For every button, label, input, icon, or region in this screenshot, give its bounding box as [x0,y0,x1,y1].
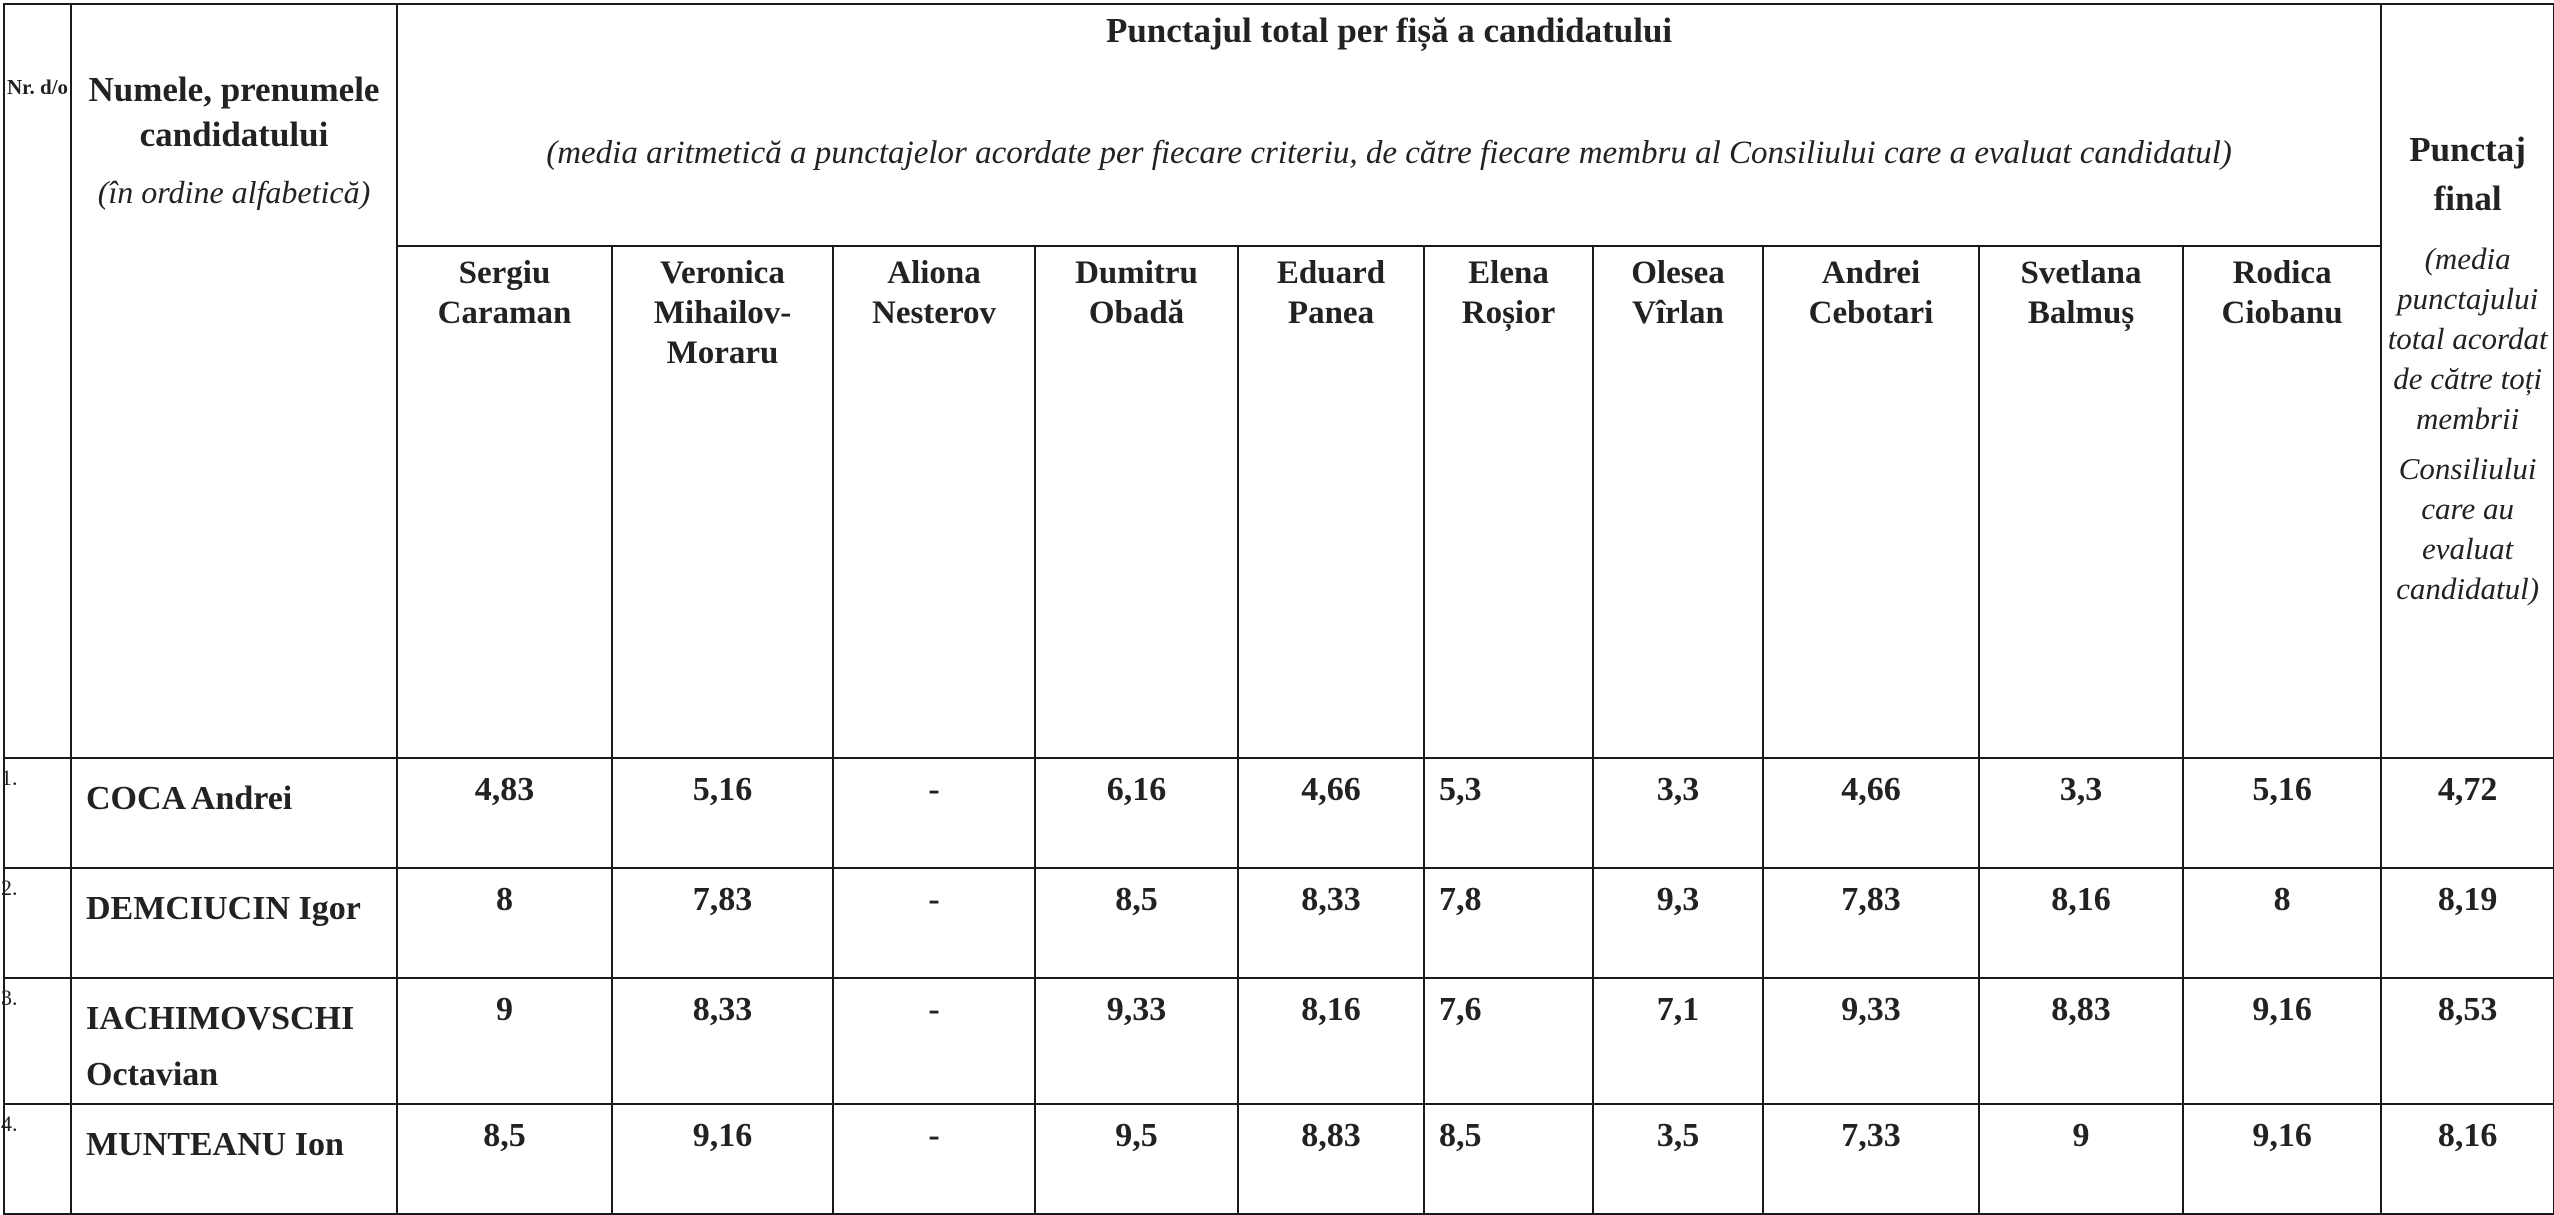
group-header-subtitle: (media aritmetică a punctajelor acordate per fiecare criteriu, de către fiecare membru al Consiliului care a evaluat candidatul) [546,135,2232,171]
member-header: Veronica Mihailov-Moraru [612,246,833,758]
score-cell: - [833,868,1035,978]
score-cell: 5,3 [1424,758,1593,868]
nr-header: Nr. d/o [4,4,71,758]
member-header: Rodica Ciobanu [2183,246,2381,758]
member-header: Svetlana Balmuș [1979,246,2183,758]
score-cell: 8,5 [1035,868,1238,978]
score-cell: 8 [397,868,612,978]
final-header-subtitle-2: Consiliului care au evaluat candidatul) [2396,451,2540,606]
candidate-name: MUNTEANU Ion [71,1104,397,1214]
row-number-text: 1. [1,765,18,790]
score-cell: 7,83 [612,868,833,978]
score-cell: 8,83 [1979,978,2183,1104]
score-cell: 8,16 [1979,868,2183,978]
score-cell: 4,66 [1238,758,1424,868]
candidate-name: COCA Andrei [71,758,397,868]
score-cell: - [833,1104,1035,1214]
score-cell: 7,1 [1593,978,1763,1104]
candidate-name: DEMCIUCIN Igor [71,868,397,978]
score-cell: 9,3 [1593,868,1763,978]
name-header [71,4,397,758]
final-score-cell: 8,16 [2381,1104,2554,1214]
member-header: Eduard Panea [1238,246,1424,758]
member-header: Elena Roșior [1424,246,1593,758]
row-number-text: 2. [1,875,18,900]
score-cell: 4,83 [397,758,612,868]
group-header-title: Punctajul total per fișă a candidatului [1105,11,1673,50]
row-number-text: 3. [1,985,18,1010]
score-cell: 3,5 [1593,1104,1763,1214]
score-cell: 4,66 [1763,758,1979,868]
score-cell: 9,16 [2183,978,2381,1104]
score-cell: 3,3 [1593,758,1763,868]
score-cell: 8,33 [612,978,833,1104]
final-header-subtitle-1: (media punctajului total acordat de către toți membrii [2387,241,2548,436]
score-cell: - [833,758,1035,868]
table-row [4,758,2554,868]
score-cell: 8,5 [397,1104,612,1214]
score-cell: 3,3 [1979,758,2183,868]
final-score-cell: 8,19 [2381,868,2554,978]
score-cell: - [833,978,1035,1104]
score-cell: 9,33 [1035,978,1238,1104]
member-header: Aliona Nesterov [833,246,1035,758]
name-header-title: Numele, prenumele candidatului [88,70,380,154]
score-cell: 8 [2183,868,2381,978]
row-number [1,1104,71,1214]
table-row [4,978,2554,1104]
score-cell: 9 [397,978,612,1104]
score-cell: 8,16 [1238,978,1424,1104]
score-cell: 8,5 [1424,1104,1593,1214]
member-header: Sergiu Caraman [397,246,612,758]
score-cell: 8,33 [1238,868,1424,978]
member-header: Dumitru Obadă [1035,246,1238,758]
final-header-title: Punctaj final [2409,130,2526,218]
name-header-subtitle: (în ordine alfabetică) [97,174,371,210]
final-score-cell: 4,72 [2381,758,2554,868]
member-header: Andrei Cebotari [1763,246,1979,758]
score-cell: 7,8 [1424,868,1593,978]
row-number-text: 4. [1,1111,18,1136]
row-number [1,978,71,1104]
table-row [4,1104,2554,1214]
evaluation-table [3,3,2554,1215]
score-cell: 8,83 [1238,1104,1424,1214]
candidate-name: IACHIMOVSCHI Octavian [71,978,397,1104]
score-cell: 7,33 [1763,1104,1979,1214]
group-header [397,4,2381,246]
score-cell: 9 [1979,1104,2183,1214]
member-header: Olesea Vîrlan [1593,246,1763,758]
score-cell: 9,33 [1763,978,1979,1104]
table-row [4,868,2554,978]
row-number [1,868,71,978]
final-header [2381,4,2554,758]
score-cell: 9,16 [2183,1104,2381,1214]
score-cell: 9,16 [612,1104,833,1214]
final-score-cell: 8,53 [2381,978,2554,1104]
score-cell: 5,16 [2183,758,2381,868]
row-number [1,758,71,868]
score-cell: 6,16 [1035,758,1238,868]
score-cell: 5,16 [612,758,833,868]
score-cell: 7,6 [1424,978,1593,1104]
score-cell: 9,5 [1035,1104,1238,1214]
header-row-1 [4,4,2554,246]
score-cell: 7,83 [1763,868,1979,978]
